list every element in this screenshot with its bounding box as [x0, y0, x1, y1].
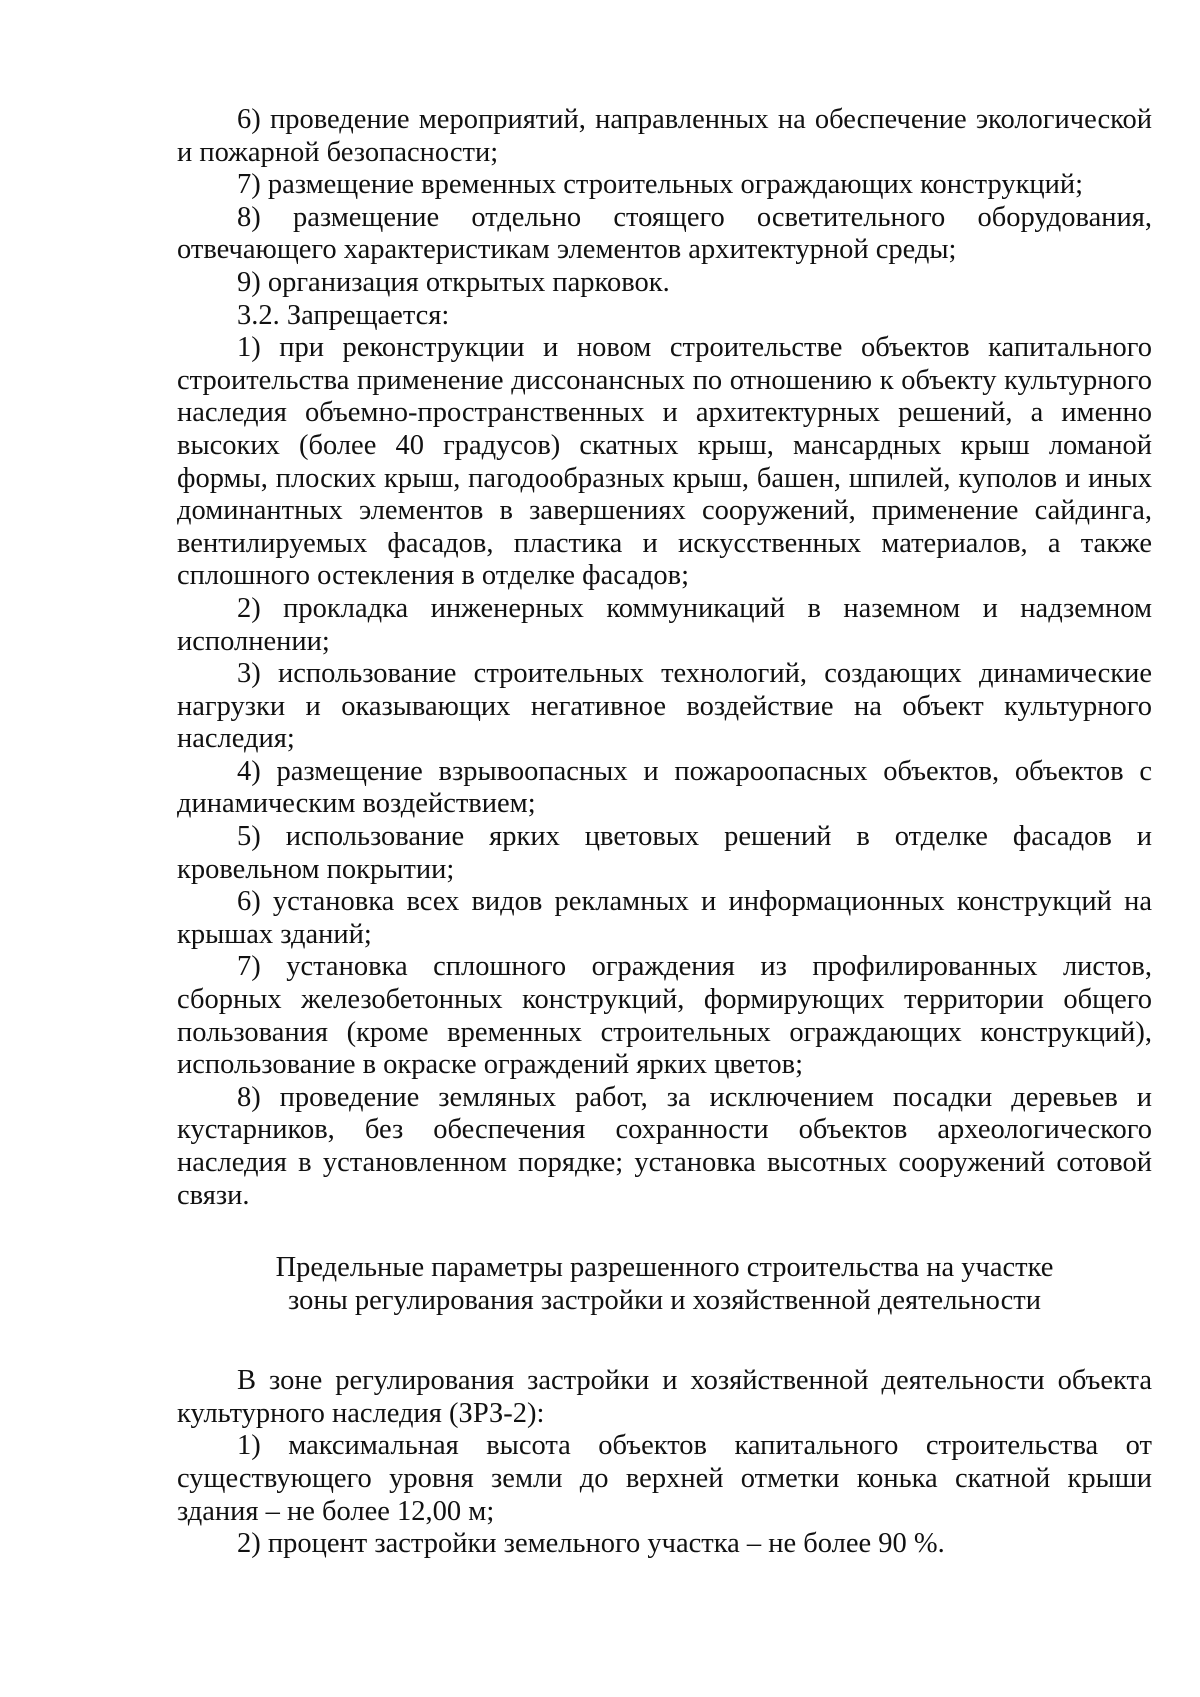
paragraph-zrz-2-max-height: 1) максимальная высота объектов капитального строительства от существующего уровня земли до верхней отметки конька скатной крыши здания – не более 12,00 м; — [177, 1430, 1152, 1527]
section-heading-line-1: Предельные параметры разрешенного строительства на участке — [275, 1252, 1054, 1284]
section-heading-line-2: зоны регулирования застройки и хозяйственной деятельности — [288, 1285, 1041, 1317]
section-heading — [177, 1251, 1152, 1317]
document-page — [177, 104, 1152, 1561]
paragraph-prohibited-5-bright-colors: 5) использование ярких цветовых решений в отделке фасадов и кровельном покрытии; — [177, 821, 1152, 885]
paragraph-prohibited-3-dynamic-loads: 3) использование строительных технологий, создающих динамические нагрузки и оказывающих негативное воздействие на объект культурного наследия; — [177, 658, 1152, 755]
paragraph-zrz-2-intro: В зоне регулирования застройки и хозяйственной деятельности объекта культурного наследия (ЗРЗ-2): — [177, 1365, 1152, 1429]
paragraph-3-2-prohibited: 3.2. Запрещается: — [237, 299, 450, 331]
paragraph-prohibited-7-solid-fencing: 7) установка сплошного ограждения из профилированных листов, сборных железобетонных конструкций, формирующих территории общего пользования (кроме временных строительных ограждающих конструкций), использование в окраске ограждений ярких цветов; — [177, 951, 1152, 1081]
paragraph-prohibited-6-advertising: 6) установка всех видов рекламных и информационных конструкций на крышах зданий; — [177, 886, 1152, 950]
paragraph-item-8-lighting: 8) размещение отдельно стоящего осветительного оборудования, отвечающего характеристикам элементов архитектурной среды; — [177, 201, 1152, 266]
paragraph-prohibited-4-hazardous-objects: 4) размещение взрывоопасных и пожароопасных объектов, объектов с динамическим воздействием; — [177, 755, 1152, 820]
paragraph-prohibited-8-earthworks: 8) проведение земляных работ, за исключением посадки деревьев и кустарников, без обеспечения сохранности объектов археологического наследия в установленном порядке; установка высотных сооружений сотовой связи. — [177, 1081, 1152, 1211]
paragraph-item-6-eco-fire-safety: 6) проведение мероприятий, направленных на обеспечение экологической и пожарной безопасности; — [177, 104, 1152, 168]
paragraph-item-7-temporary-fences: 7) размещение временных строительных ограждающих конструкций; — [237, 169, 1084, 201]
paragraph-zrz-2-building-percent: 2) процент застройки земельного участка – не более 90 %. — [237, 1528, 945, 1560]
paragraph-prohibited-2-utilities: 2) прокладка инженерных коммуникаций в наземном и надземном исполнении; — [177, 592, 1152, 657]
paragraph-prohibited-1-dissonant-solutions: 1) при реконструкции и новом строительстве объектов капитального строительства применение диссонансных по отношению к объекту культурного наследия объемно-пространственных и архитектурных решений, а именно высоких (более 40 градусов) скатных крыш, мансардных крыш ломаной формы, плоских крыш, пагодообразных крыш, башен, шпилей, куполов и иных доминантных элементов в завершениях сооружений, применение сайдинга, вентилируемых фасадов, пластика и искусственных материалов, а также сплошного остекления в отделке фасадов; — [177, 332, 1152, 592]
paragraph-item-9-parking: 9) организация открытых парковок. — [237, 266, 670, 298]
